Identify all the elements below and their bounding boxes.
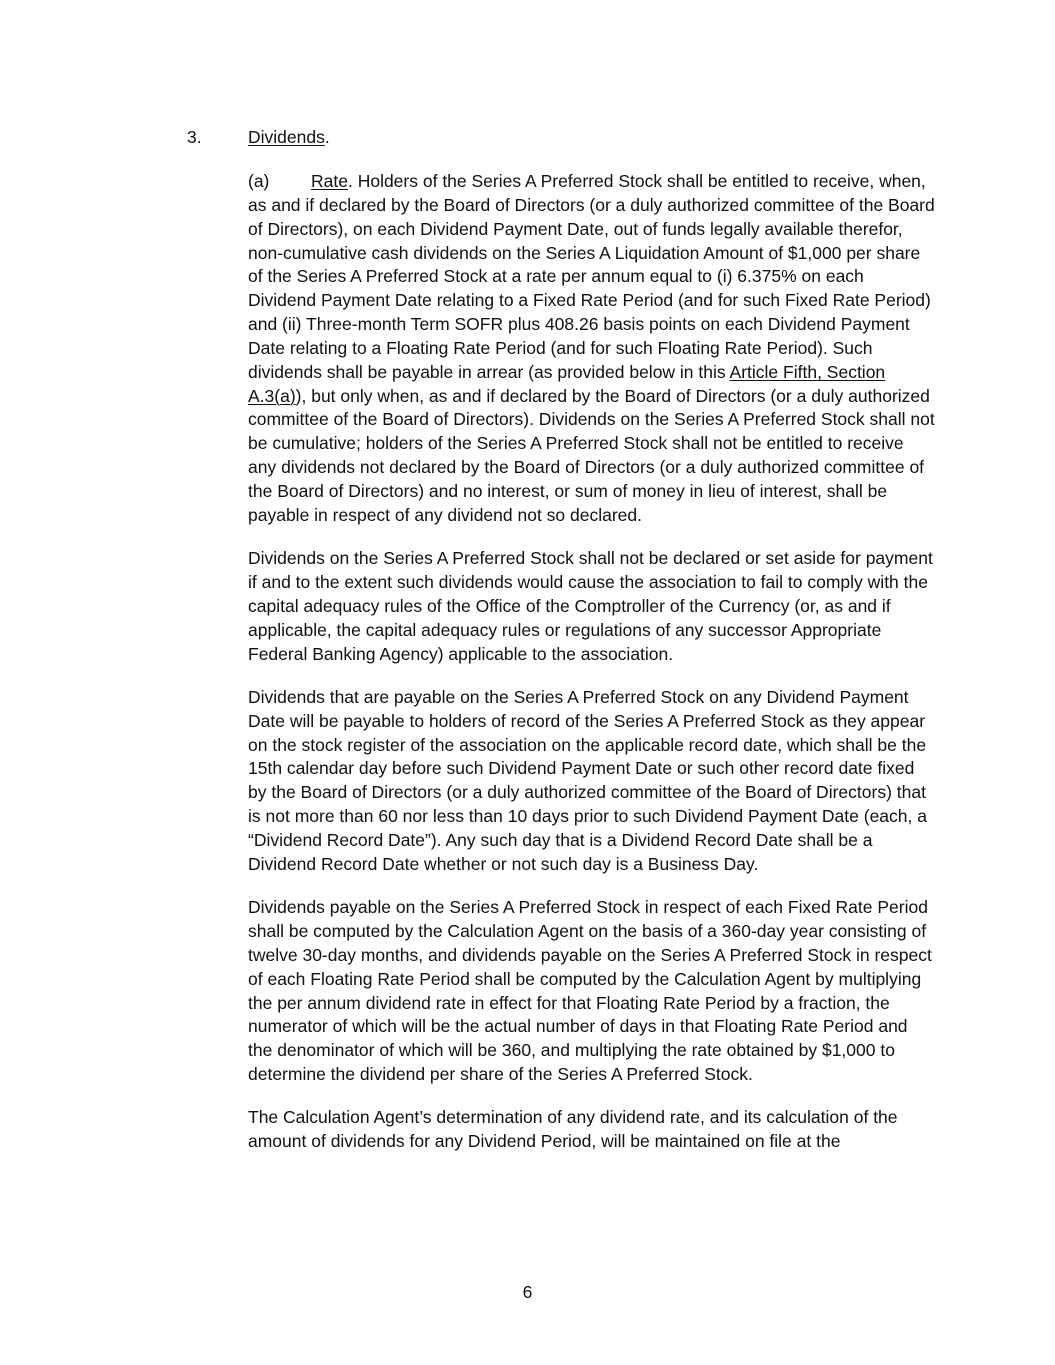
section-title-suffix: . <box>324 127 330 147</box>
paragraph-capital-adequacy: Dividends on the Series A Preferred Stock shall not be declared or set aside for payment if and to the extent such dividends would cause the association to fail to comply with the capital adequacy rules of the Office of the Comptroller of the Currency (or, as and if applicable, the capital adequacy rules or regulations of any successor Appropriate Federal Banking Agency) applicable to the association. <box>248 548 933 664</box>
section-title-text: Dividends <box>248 127 325 147</box>
section-number: 3. <box>187 127 202 147</box>
subsection-a-paragraph <box>248 170 936 528</box>
body-text <box>248 170 936 1174</box>
cross-reference: Article Fifth, Section A.3(a) <box>248 361 886 406</box>
paragraph-computation: Dividends payable on the Series A Preferred Stock in respect of each Fixed Rate Period shall be computed by the Calculation Agent on the basis of a 360-day year consisting of twelve 30-day months, and dividends payable on the Series A Preferred Stock in respect of each Floating Rate Period shall be computed by the Calculation Agent by multiplying the per annum dividend rate in effect for that Floating Rate Period by a fraction, the numerator of which will be the actual number of days in that Floating Rate Period and the denominator of which will be 360, and multiplying the rate obtained by $1,000 to determine the dividend per share of the Series A Preferred Stock. <box>248 897 932 1085</box>
section-title <box>248 125 330 149</box>
paragraph-record-date: Dividends that are payable on the Series A Preferred Stock on any Dividend Payment Date will be payable to holders of record of the Series A Preferred Stock as they appear on the stock register of the association on the applicable record date, which shall be the 15th calendar day before such Dividend Payment Date or such other record date fixed by the Board of Directors (or a duly authorized committee of the Board of Directors) that is not more than 60 nor less than 10 days prior to such Dividend Payment Date (each, a “Dividend Record Date”). Any such day that is a Dividend Record Date shall be a Dividend Record Date whether or not such day is a Business Day. <box>248 686 927 874</box>
subsection-text-1: . Holders of the Series A Preferred Stock shall be entitled to receive, when, as and if declared by the Board of Directors (or a duly authorized committee of the Board of Directors), on each Dividend Payment Date, out of funds legally available therefor, non-cumulative cash dividends on the Series A Liquidation Amount of $1,000 per share of the Series A Preferred Stock at a rate per annum equal to (i) 6.375% on each Dividend Payment Date relating to a Fixed Rate Period (and for such Fixed Rate Period) and (ii) Three-month Term SOFR plus 408.26 basis points on each Dividend Payment Date relating to a Floating Rate Period (and for such Floating Rate Period). Such dividends shall be payable in arrear (as provided below in this <box>248 171 935 382</box>
subsection-text-2: ), but only when, as and if declared by the Board of Directors (or a duly authorized committee of the Board of Directors). Dividends on the Series A Preferred Stock shall not be cumulative; holders of the Series A Preferred Stock shall not be entitled to receive any dividends not declared by the Board of Directors (or a duly authorized committee of the Board of Directors) and no interest, or sum of money in lieu of interest, shall be payable in respect of any dividend not so declared. <box>248 385 935 525</box>
subsection-label: (a) <box>248 171 270 191</box>
subsection-heading: Rate <box>311 171 348 191</box>
paragraph-calculation-agent: The Calculation Agent’s determination of any dividend rate, and its calculation of the amount of dividends for any Dividend Period, will be maintained on file at the <box>248 1107 898 1152</box>
page-number: 6 <box>522 1282 533 1302</box>
